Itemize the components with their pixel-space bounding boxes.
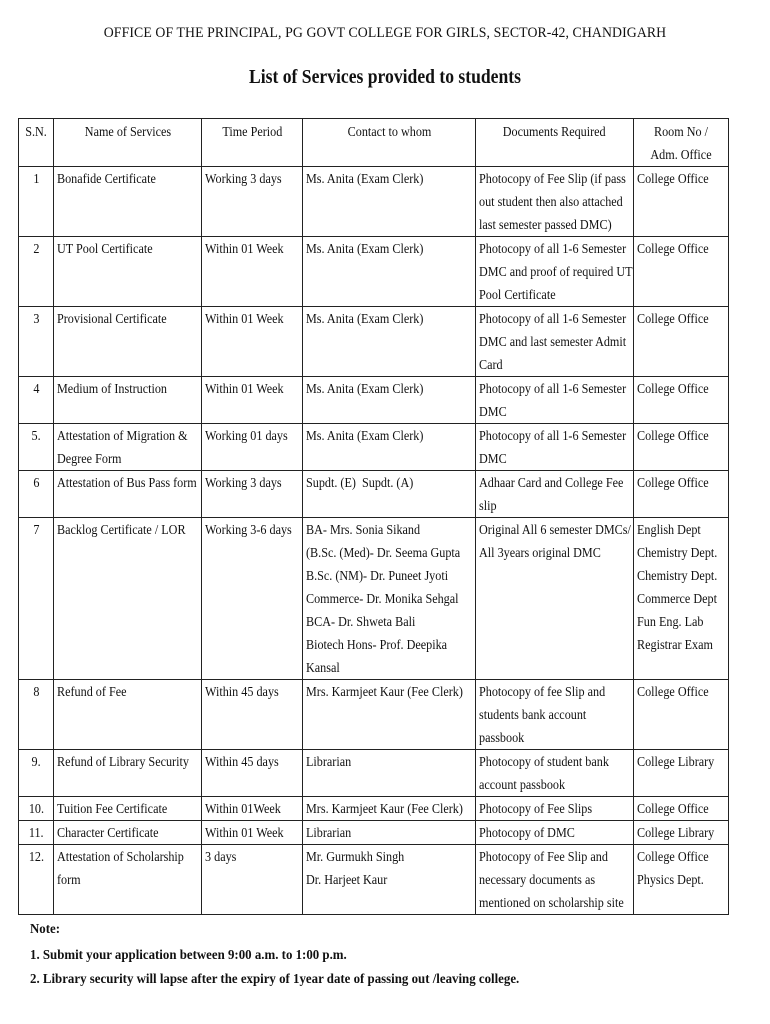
cell-line: Documents Required bbox=[503, 124, 606, 139]
table-row bbox=[19, 424, 729, 471]
cell-line: 11. bbox=[28, 825, 44, 840]
cell-contact bbox=[303, 845, 476, 915]
cell-room bbox=[634, 424, 729, 471]
cell-line: Supdt. (E) bbox=[306, 475, 356, 490]
cell-documents bbox=[476, 750, 634, 797]
cell-line: Librarian bbox=[306, 754, 352, 769]
cell-line: Photocopy of Fee Slip and bbox=[479, 849, 608, 864]
cell-line: Photocopy of Fee Slips bbox=[479, 801, 593, 816]
cell-room bbox=[634, 307, 729, 377]
cell-line: 3 bbox=[32, 311, 40, 326]
cell-line: Biotech Hons- Prof. Deepika bbox=[306, 637, 448, 652]
cell-line: DMC bbox=[479, 404, 507, 419]
cell-service bbox=[54, 307, 202, 377]
cell-line: English Dept bbox=[637, 522, 701, 537]
cell-line: 9. bbox=[31, 754, 41, 769]
table-row bbox=[19, 237, 729, 307]
cell-service bbox=[54, 750, 202, 797]
cell-sn bbox=[19, 307, 54, 377]
cell-line: Ms. Anita (Exam Clerk) bbox=[306, 311, 424, 326]
cell-line: Pool Certificate bbox=[479, 287, 556, 302]
cell-line: College Library bbox=[637, 825, 715, 840]
cell-room bbox=[634, 377, 729, 424]
cell-time bbox=[202, 518, 303, 680]
cell-line: Ms. Anita (Exam Clerk) bbox=[306, 241, 424, 256]
cell-line: 1 bbox=[32, 171, 40, 186]
cell-line: College Library bbox=[637, 754, 715, 769]
cell-line: Within 45 days bbox=[205, 684, 279, 699]
table-row bbox=[19, 167, 729, 237]
note-item-2: 2. Library security will lapse after the expiry of 1year date of passing out /leaving college. bbox=[30, 972, 520, 987]
cell-service bbox=[54, 424, 202, 471]
cell-line: Mrs. Karmjeet Kaur (Fee Clerk) bbox=[306, 684, 463, 699]
col-header-sn bbox=[19, 119, 54, 167]
cell-line: account passbook bbox=[479, 777, 566, 792]
col-header-service bbox=[54, 119, 202, 167]
cell-line: Within 01 Week bbox=[205, 381, 284, 396]
cell-line: out student then also attached bbox=[479, 194, 623, 209]
table-row bbox=[19, 680, 729, 750]
cell-line: BA- Mrs. Sonia Sikand bbox=[306, 522, 421, 537]
cell-documents bbox=[476, 167, 634, 237]
cell-line: Original All 6 semester DMCs/ bbox=[479, 522, 631, 537]
cell-sn bbox=[19, 377, 54, 424]
cell-time bbox=[202, 797, 303, 821]
cell-sn bbox=[19, 750, 54, 797]
table-row bbox=[19, 471, 729, 518]
cell-line: Contact to whom bbox=[347, 124, 431, 139]
cell-contact bbox=[303, 167, 476, 237]
cell-line: DMC bbox=[479, 451, 507, 466]
cell-documents bbox=[476, 821, 634, 845]
cell-line: UT Pool Certificate bbox=[57, 241, 153, 256]
cell-line: Refund of Library Security bbox=[57, 754, 189, 769]
note-item-1: 1. Submit your application between 9:00 a.m. to 1:00 p.m. bbox=[30, 948, 347, 963]
cell-line: Supdt. (A) bbox=[361, 475, 413, 490]
cell-sn bbox=[19, 237, 54, 307]
cell-time bbox=[202, 845, 303, 915]
cell-line: 5. bbox=[31, 428, 41, 443]
cell-room bbox=[634, 237, 729, 307]
table-row bbox=[19, 518, 729, 680]
cell-sn bbox=[19, 471, 54, 518]
cell-contact bbox=[303, 377, 476, 424]
col-header-documents bbox=[476, 119, 634, 167]
cell-line: Mr. Gurmukh Singh bbox=[306, 849, 405, 864]
cell-line: Time Period bbox=[222, 124, 282, 139]
cell-line: Attestation of Bus Pass form bbox=[57, 475, 197, 490]
cell-line: Registrar Exam bbox=[637, 637, 713, 652]
cell-time bbox=[202, 750, 303, 797]
table-row bbox=[19, 750, 729, 797]
cell-line: Photocopy of all 1-6 Semester bbox=[479, 311, 627, 326]
cell-room bbox=[634, 821, 729, 845]
cell-line: Working 3 days bbox=[205, 475, 282, 490]
cell-line: BCA- Dr. Shweta Bali bbox=[306, 614, 416, 629]
cell-line: Medium of Instruction bbox=[57, 381, 168, 396]
cell-line: Ms. Anita (Exam Clerk) bbox=[306, 171, 424, 186]
cell-line: Kansal bbox=[306, 660, 340, 675]
cell-line: 6 bbox=[32, 475, 40, 490]
cell-line: Refund of Fee bbox=[57, 684, 127, 699]
cell-line: Working 3 days bbox=[205, 171, 282, 186]
cell-documents bbox=[476, 307, 634, 377]
cell-line: Photocopy of all 1-6 Semester bbox=[479, 428, 627, 443]
services-table bbox=[18, 118, 729, 915]
table-row bbox=[19, 307, 729, 377]
table-body bbox=[19, 167, 729, 915]
cell-line: Name of Services bbox=[84, 124, 171, 139]
cell-line: mentioned on scholarship site bbox=[479, 895, 624, 910]
cell-line: 2 bbox=[32, 241, 40, 256]
cell-line: students bank account bbox=[479, 707, 587, 722]
cell-line: Character Certificate bbox=[57, 825, 159, 840]
cell-time bbox=[202, 307, 303, 377]
cell-room bbox=[634, 750, 729, 797]
cell-line: Ms. Anita (Exam Clerk) bbox=[306, 381, 424, 396]
cell-line: form bbox=[57, 872, 81, 887]
table-row bbox=[19, 845, 729, 915]
cell-line: 10. bbox=[28, 801, 44, 816]
cell-contact bbox=[303, 424, 476, 471]
cell-sn bbox=[19, 680, 54, 750]
cell-contact bbox=[303, 797, 476, 821]
cell-line: College Office bbox=[637, 684, 709, 699]
cell-line: Within 01 Week bbox=[205, 825, 284, 840]
cell-room bbox=[634, 845, 729, 915]
cell-line: Working 3-6 days bbox=[205, 522, 292, 537]
cell-contact bbox=[303, 680, 476, 750]
table-row bbox=[19, 797, 729, 821]
cell-contact bbox=[303, 307, 476, 377]
cell-line: College Office bbox=[637, 311, 709, 326]
cell-sn bbox=[19, 797, 54, 821]
cell-line: DMC and proof of required UT bbox=[479, 264, 633, 279]
cell-line: Card bbox=[479, 357, 503, 372]
cell-line: Librarian bbox=[306, 825, 352, 840]
cell-line: Attestation of Scholarship bbox=[57, 849, 184, 864]
cell-contact bbox=[303, 821, 476, 845]
cell-line: Commerce Dept bbox=[637, 591, 717, 606]
cell-line: College Office bbox=[637, 428, 709, 443]
cell-documents bbox=[476, 518, 634, 680]
cell-line: Provisional Certificate bbox=[57, 311, 167, 326]
cell-documents bbox=[476, 424, 634, 471]
cell-line: Bonafide Certificate bbox=[57, 171, 156, 186]
cell-sn bbox=[19, 167, 54, 237]
cell-contact bbox=[303, 471, 476, 518]
cell-service bbox=[54, 377, 202, 424]
cell-time bbox=[202, 377, 303, 424]
cell-line: Photocopy of student bank bbox=[479, 754, 609, 769]
cell-time bbox=[202, 471, 303, 518]
cell-line: Within 45 days bbox=[205, 754, 279, 769]
table-header-row bbox=[19, 119, 729, 167]
cell-service bbox=[54, 167, 202, 237]
col-header-room bbox=[634, 119, 729, 167]
table-row bbox=[19, 377, 729, 424]
cell-line: Chemistry Dept. bbox=[637, 568, 718, 583]
cell-line: necessary documents as bbox=[479, 872, 596, 887]
cell-service bbox=[54, 680, 202, 750]
cell-line: passbook bbox=[479, 730, 525, 745]
cell-line: Photocopy of all 1-6 Semester bbox=[479, 241, 627, 256]
office-header: OFFICE OF THE PRINCIPAL, PG GOVT COLLEGE FOR GIRLS, SECTOR-42, CHANDIGARH bbox=[103, 25, 667, 41]
cell-line: 4 bbox=[32, 381, 40, 396]
cell-documents bbox=[476, 237, 634, 307]
cell-service bbox=[54, 471, 202, 518]
cell-line: B.Sc. (NM)- Dr. Puneet Jyoti bbox=[306, 568, 449, 583]
cell-time bbox=[202, 821, 303, 845]
cell-line: Photocopy of DMC bbox=[479, 825, 575, 840]
cell-documents bbox=[476, 797, 634, 821]
cell-line: College Office bbox=[637, 241, 709, 256]
cell-line: (B.Sc. (Med)- Dr. Seema Gupta bbox=[306, 545, 461, 560]
cell-line: Within 01 Week bbox=[205, 311, 284, 326]
cell-contact bbox=[303, 750, 476, 797]
cell-line: 12. bbox=[28, 849, 44, 864]
cell-time bbox=[202, 424, 303, 471]
cell-room bbox=[634, 167, 729, 237]
cell-room bbox=[634, 680, 729, 750]
cell-line: S.N. bbox=[25, 124, 47, 139]
cell-line: Chemistry Dept. bbox=[637, 545, 718, 560]
cell-sn bbox=[19, 424, 54, 471]
cell-line: Photocopy of Fee Slip (if pass bbox=[479, 171, 626, 186]
cell-service bbox=[54, 237, 202, 307]
cell-line: College Office bbox=[637, 171, 709, 186]
cell-line: Photocopy of fee Slip and bbox=[479, 684, 606, 699]
cell-line: Adm. Office bbox=[650, 147, 712, 162]
cell-line: Tuition Fee Certificate bbox=[57, 801, 168, 816]
cell-line: Working 01 days bbox=[205, 428, 288, 443]
cell-line: College Office bbox=[637, 849, 709, 864]
cell-documents bbox=[476, 377, 634, 424]
table-row bbox=[19, 821, 729, 845]
cell-line: College Office bbox=[637, 475, 709, 490]
cell-service bbox=[54, 845, 202, 915]
cell-service bbox=[54, 518, 202, 680]
cell-line: Mrs. Karmjeet Kaur (Fee Clerk) bbox=[306, 801, 463, 816]
cell-line: Within 01 Week bbox=[205, 241, 284, 256]
cell-contact bbox=[303, 518, 476, 680]
cell-service bbox=[54, 797, 202, 821]
cell-line: Commerce- Dr. Monika Sehgal bbox=[306, 591, 459, 606]
cell-line: DMC and last semester Admit bbox=[479, 334, 627, 349]
col-header-contact bbox=[303, 119, 476, 167]
cell-room bbox=[634, 471, 729, 518]
cell-line: 8 bbox=[32, 684, 40, 699]
cell-line: Attestation of Migration & bbox=[57, 428, 188, 443]
cell-line: Photocopy of all 1-6 Semester bbox=[479, 381, 627, 396]
cell-line: Degree Form bbox=[57, 451, 122, 466]
cell-line: All 3years original DMC bbox=[479, 545, 601, 560]
cell-sn bbox=[19, 821, 54, 845]
cell-line: College Office bbox=[637, 801, 709, 816]
cell-line: College Office bbox=[637, 381, 709, 396]
cell-room bbox=[634, 797, 729, 821]
cell-room bbox=[634, 518, 729, 680]
cell-line: slip bbox=[479, 498, 497, 513]
cell-line: last semester passed DMC) bbox=[479, 217, 612, 232]
cell-line: Room No / bbox=[653, 124, 708, 139]
cell-sn bbox=[19, 845, 54, 915]
cell-documents bbox=[476, 680, 634, 750]
cell-documents bbox=[476, 845, 634, 915]
cell-line: Dr. Harjeet Kaur bbox=[306, 872, 388, 887]
cell-line: 3 days bbox=[205, 849, 237, 864]
cell-service bbox=[54, 821, 202, 845]
col-header-time bbox=[202, 119, 303, 167]
document-title: List of Services provided to students bbox=[248, 66, 522, 88]
cell-line: Physics Dept. bbox=[637, 872, 704, 887]
cell-line: 7 bbox=[32, 522, 40, 537]
note-heading: Note: bbox=[30, 922, 61, 937]
cell-line: Ms. Anita (Exam Clerk) bbox=[306, 428, 424, 443]
cell-line: Backlog Certificate / LOR bbox=[57, 522, 186, 537]
cell-documents bbox=[476, 471, 634, 518]
cell-line: Adhaar Card and College Fee bbox=[479, 475, 624, 490]
cell-contact bbox=[303, 237, 476, 307]
cell-line: Within 01Week bbox=[205, 801, 281, 816]
cell-sn bbox=[19, 518, 54, 680]
cell-line: Fun Eng. Lab bbox=[637, 614, 704, 629]
cell-time bbox=[202, 237, 303, 307]
cell-time bbox=[202, 167, 303, 237]
cell-time bbox=[202, 680, 303, 750]
